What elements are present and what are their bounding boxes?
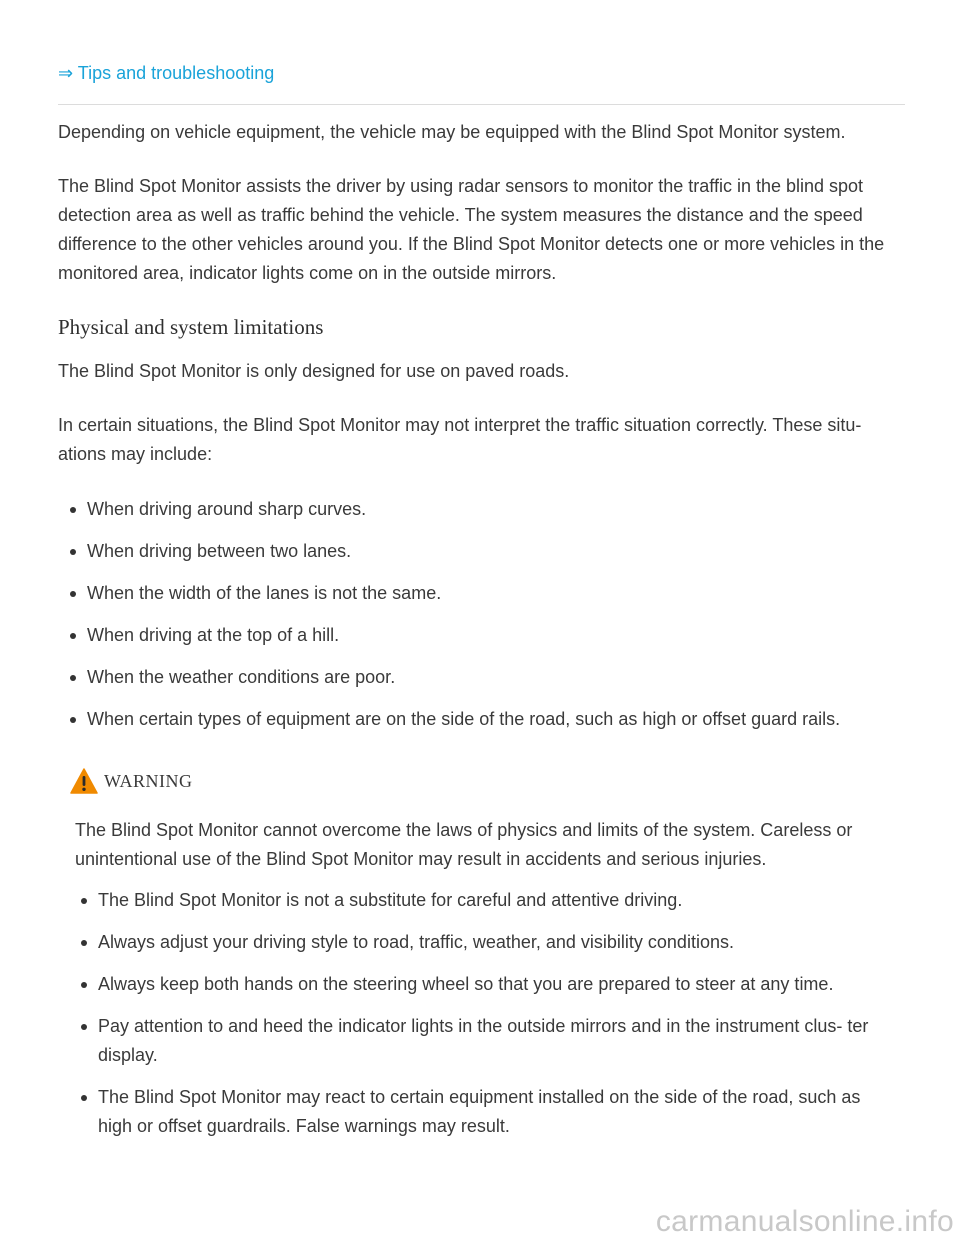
warning-list xyxy=(75,886,880,1141)
link-label: Tips and troubleshooting xyxy=(77,63,275,83)
warning-label: WARNING xyxy=(104,770,193,791)
warning-triangle-icon xyxy=(70,768,98,794)
main-content xyxy=(58,118,908,747)
description-paragraph: The Blind Spot Monitor assists the driver by using radar sensors to monitor the traffic in the blind spot detection area as well as traffic behind the vehicle. The system measures the distance and the speed difference to the other vehicles around you. If the Blind Spot Monitor detects one or more vehicles in the monitored area, indicator lights come on in the outside mirrors. xyxy=(58,176,885,283)
warning-header xyxy=(70,766,880,796)
intro-paragraph: Depending on vehicle equipment, the vehicle may be equipped with the Blind Spot Monitor system. xyxy=(58,122,846,142)
list-item: Pay attention to and heed the indicator lights in the outside mirrors and in the instrument clus- ter display. xyxy=(75,1012,880,1070)
warning-text: The Blind Spot Monitor cannot overcome the laws of physics and limits of the system. Careless or unintentional use of the Blind Spot Monitor may result in accidents and serious injuries. xyxy=(75,820,853,869)
section-paragraph-1: The Blind Spot Monitor is only designed for use on paved roads. xyxy=(58,361,570,381)
arrow-icon: ⇒ xyxy=(58,63,74,83)
list-item: Always keep both hands on the steering wheel so that you are prepared to steer at any time. xyxy=(75,970,880,999)
list-item: When the width of the lanes is not the same. xyxy=(58,579,908,608)
section-paragraph-2: In certain situations, the Blind Spot Monitor may not interpret the traffic situation correctly. These situ- ations may include: xyxy=(58,415,862,464)
list-item: When driving between two lanes. xyxy=(58,537,908,566)
tips-troubleshooting-link[interactable] xyxy=(58,63,274,84)
list-item: The Blind Spot Monitor may react to certain equipment installed on the side of the road, such as high or offset guardrails. False warnings may result. xyxy=(75,1083,880,1141)
limitations-list xyxy=(58,495,908,734)
list-item: When driving around sharp curves. xyxy=(58,495,908,524)
list-item: The Blind Spot Monitor is not a substitute for careful and attentive driving. xyxy=(75,886,880,915)
list-item: Always adjust your driving style to road, traffic, weather, and visibility conditions. xyxy=(75,928,880,957)
divider xyxy=(58,104,905,105)
warning-box xyxy=(70,766,880,1154)
list-item: When certain types of equipment are on the side of the road, such as high or offset guard rails. xyxy=(58,705,908,734)
watermark: carmanualsonline.info xyxy=(655,1205,954,1238)
list-item: When the weather conditions are poor. xyxy=(58,663,908,692)
section-heading: Physical and system limitations xyxy=(58,315,324,339)
list-item: When driving at the top of a hill. xyxy=(58,621,908,650)
